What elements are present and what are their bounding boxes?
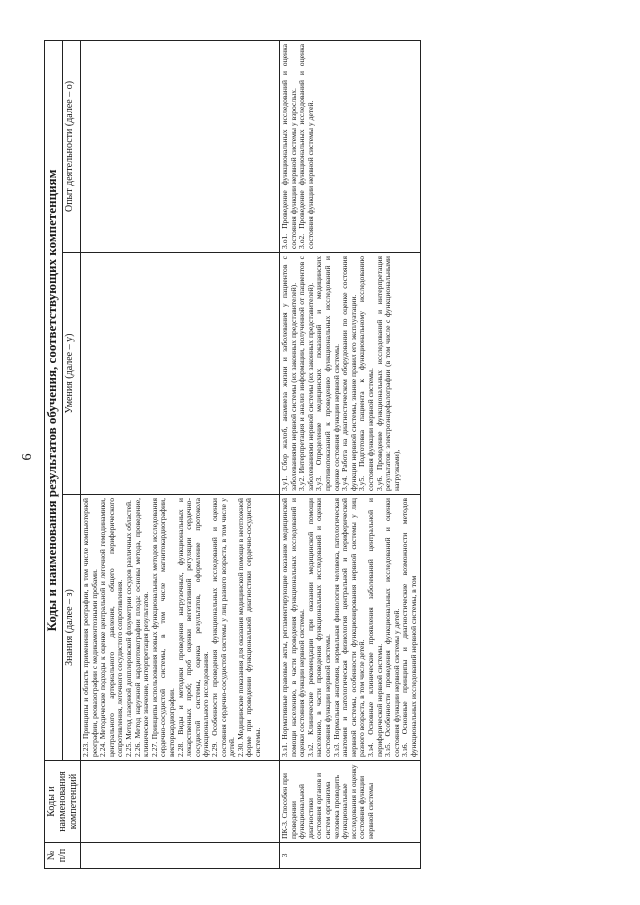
skill-item: 3.у3. Определение медицинских показаний и медицинских противопоказаний к проведению функциональных исследований и оценке состояния функции нервной системы. <box>314 256 341 491</box>
knowledge-item: 2.23. Принципы и область применения реографии, в том числе компьютерной реографии, реовазографии с медикаментозными пробами. <box>81 498 99 757</box>
knowledge-item: 2.28. Виды и методики проведения нагрузочных, функциональных и лекарственных проб; проб оценки вегетативной регуляции сердечно-сосудистой системы, оценка результатов, оформление протокола функционального исследования. <box>175 498 211 757</box>
table-row <box>280 40 421 868</box>
experience-cell <box>280 40 421 252</box>
knowledge-item: 2.26. Метод наружной кардиотокографии плода: основы метода, проведение, клиническое значение, интерпретация результатов. <box>132 498 151 757</box>
skill-item: 3.у5. Подготовка пациента к функциональному исследованию состояния функции нервной системы. <box>357 256 375 491</box>
experience-item: 3.о1. Проведение функциональных исследований и оценка состояния функции нервной системы у взрослых. <box>280 43 298 249</box>
header-experience: Опыт деятельности (далее – о) <box>63 40 81 252</box>
row-code <box>81 761 280 843</box>
knowledge-item: 2.27. Принципы использования новых функциональных методов исследования сердечно-сосудистой системы, в том числе магнитокардиографии, векторкардиографии. <box>149 498 176 757</box>
knowledge-item: 3.з5. Особенности проведения функциональных исследований и оценки состояния функции нервной системы у детей. <box>383 498 401 757</box>
experience-item: 3.о2. Проведение функциональных исследований и оценка состояния функции нервной системы у детей. <box>297 43 315 249</box>
knowledge-item: 3.з1. Нормативные правовые акты, регламентирующие оказание медицинской помощи населению, в части проведения функциональных исследований и оценки состояния функции нервной системы. <box>280 498 307 757</box>
knowledge-item: 2.24. Методические подходы к оценке центральной и легочной гемодинамики, центрального артериального давления, общего периферического сопротивления, легочного сосудистого сопротивления. <box>98 498 125 757</box>
skill-item: 3.у2. Интерпретация и анализ информации, полученной от пациентов с заболеваниями нервной системы (их законных представителей). <box>297 256 315 491</box>
knowledge-cell <box>280 495 421 761</box>
rotated-page <box>22 27 622 887</box>
competency-table <box>44 40 421 869</box>
knowledge-item: 3.з3. Нормальная анатомия, нормальная физиология человека, патологическая анатомия и патологическая физиология центральной и периферической нервной системы, особенности функционирования нервной системы у лиц разного возраста, в том числе детей. <box>331 498 367 757</box>
knowledge-item: 2.30. Медицинские показания для оказания медицинской помощи в неотложной форме при проведении функциональной диагностики сердечно-сосудистой системы. <box>235 498 262 757</box>
header-skills: Умения (далее – у) <box>63 253 81 495</box>
header-row-2 <box>63 40 81 868</box>
header-main-title: Коды и наименования результатов обучения, соответствующих компетенциям <box>45 40 63 760</box>
skill-item: 3.у4. Работа на диагностическом оборудовании по оценке состояния функции нервной системы, знание правил его эксплуатации. <box>340 256 358 491</box>
knowledge-item: 3.з2. Клинические рекомендации при оказании медицинской помощи населению, в части проведения функциональных исследований и оценки состояния функции нервной системы. <box>305 498 332 757</box>
skill-item: 3.у1. Сбор жалоб, анамнеза жизни и заболевания у пациентов с заболеваниями нервной системы (их законных представителей). <box>280 256 298 491</box>
knowledge-cell <box>81 495 280 761</box>
knowledge-item: 2.25. Метод лазерной допплеровской флоуметрии сосудов различных областей. <box>123 500 133 757</box>
row-num: 3 <box>280 843 421 869</box>
page-number: 6 <box>20 453 35 461</box>
knowledge-item: 2.29. Особенности проведения функциональных исследований и оценки состояния сердечно-сосудистой системы у лиц разного возраста, в том числе у детей. <box>209 498 237 757</box>
header-row-1 <box>45 40 63 868</box>
row-num <box>81 843 280 869</box>
experience-cell <box>81 40 280 252</box>
knowledge-item: 3.з6. Основные принципы и диагностические возможности методов функциональных исследований нервной системы, в том <box>400 498 418 757</box>
skills-cell <box>81 253 280 495</box>
header-knowledge: Знания (далее – з) <box>63 495 81 761</box>
knowledge-item: 3.з4. Основные клинические проявления заболеваний центральной и периферической нервной системы. <box>365 498 384 757</box>
skills-cell <box>280 253 421 495</box>
skill-item: 3.у6. Проведение функциональных исследований и интерпретация результатов: электроэнцефалографии (в том числе с функциональными нагрузками), <box>374 256 401 491</box>
header-code: Коды и наименования компетенций <box>45 761 81 843</box>
header-num: № п/п <box>45 843 81 869</box>
table-row <box>81 40 280 868</box>
row-code: ПК-3. Способен при проведении функциональной диагностики состояния органов и систем организма человека проводить функциональные исследования и оценку состояния функции нервной системы <box>280 761 421 843</box>
